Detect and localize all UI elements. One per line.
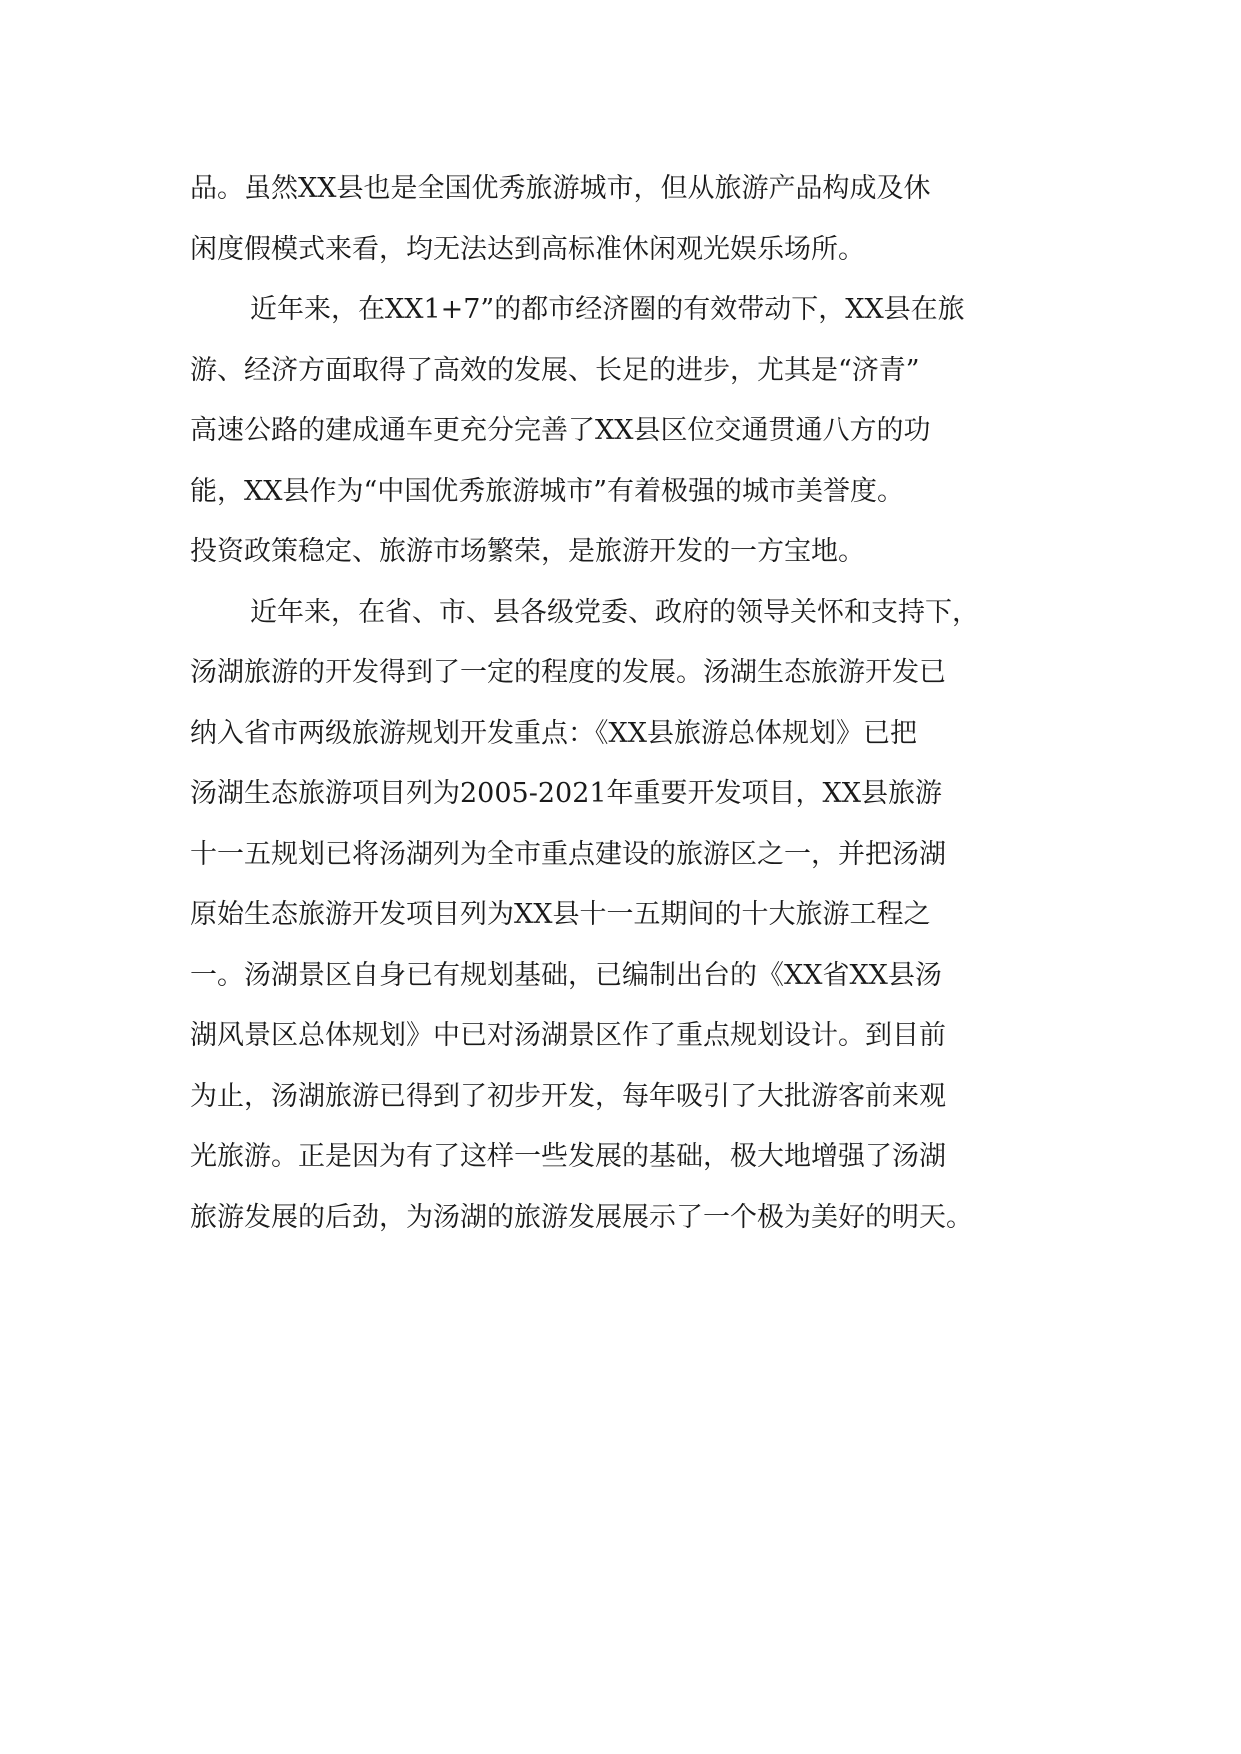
paragraph-line: 湖风景区总体规划》中已对汤湖景区作了重点规划设计。到目前	[190, 1020, 946, 1051]
paragraph-line: 纳入省市两级旅游规划开发重点：《XX县旅游总体规划》已把	[190, 717, 917, 749]
paragraph-line: 投资政策稳定、旅游市场繁荣，是旅游开发的一方宝地。	[190, 536, 865, 567]
paragraph-line: 原始生态旅游开发项目列为XX县十一五期间的十大旅游工程之	[190, 899, 931, 930]
paragraph-line: 汤湖旅游的开发得到了一定的程度的发展。汤湖生态旅游开发已	[190, 657, 946, 688]
paragraph-line: 闲度假模式来看，均无法达到高标准休闲观光娱乐场所。	[190, 233, 865, 265]
paragraph-line: 近年来，在省、市、县各级党委、政府的领导关怀和支持下，	[250, 596, 979, 628]
paragraph-line: 光旅游。正是因为有了这样一些发展的基础，极大地增强了汤湖	[190, 1141, 946, 1172]
paragraph-line: 游、经济方面取得了高效的发展、长足的进步，尤其是“济青”	[190, 354, 920, 386]
paragraph-line: 近年来，在XX1+7”的都市经济圈的有效带动下，XX县在旅	[250, 294, 965, 325]
document-body	[190, 159, 1062, 1248]
paragraph-line: 高速公路的建成通车更充分完善了XX县区位交通贯通八方的功	[190, 415, 931, 446]
paragraph-line: 为止，汤湖旅游已得到了初步开发，每年吸引了大批游客前来观	[190, 1080, 946, 1112]
paragraph-1	[190, 159, 1062, 280]
paragraph-line: 能，XX县作为“中国优秀旅游城市”有着极强的城市美誉度。	[190, 475, 905, 507]
paragraph-3	[190, 583, 1062, 1249]
paragraph-line: 旅游发展的后劲，为汤湖的旅游发展展示了一个极为美好的明天。	[190, 1201, 973, 1233]
paragraph-line: 一。汤湖景区自身已有规划基础，已编制出台的《XX省XX县汤	[190, 959, 942, 991]
paragraph-2	[190, 280, 1062, 583]
paragraph-line: 十一五规划已将汤湖列为全市重点建设的旅游区之一，并把汤湖	[190, 838, 946, 870]
paragraph-line: 品。虽然XX县也是全国优秀旅游城市，但从旅游产品构成及休	[190, 173, 931, 204]
paragraph-line: 汤湖生态旅游项目列为2005-2021年重要开发项目，XX县旅游	[190, 778, 942, 809]
